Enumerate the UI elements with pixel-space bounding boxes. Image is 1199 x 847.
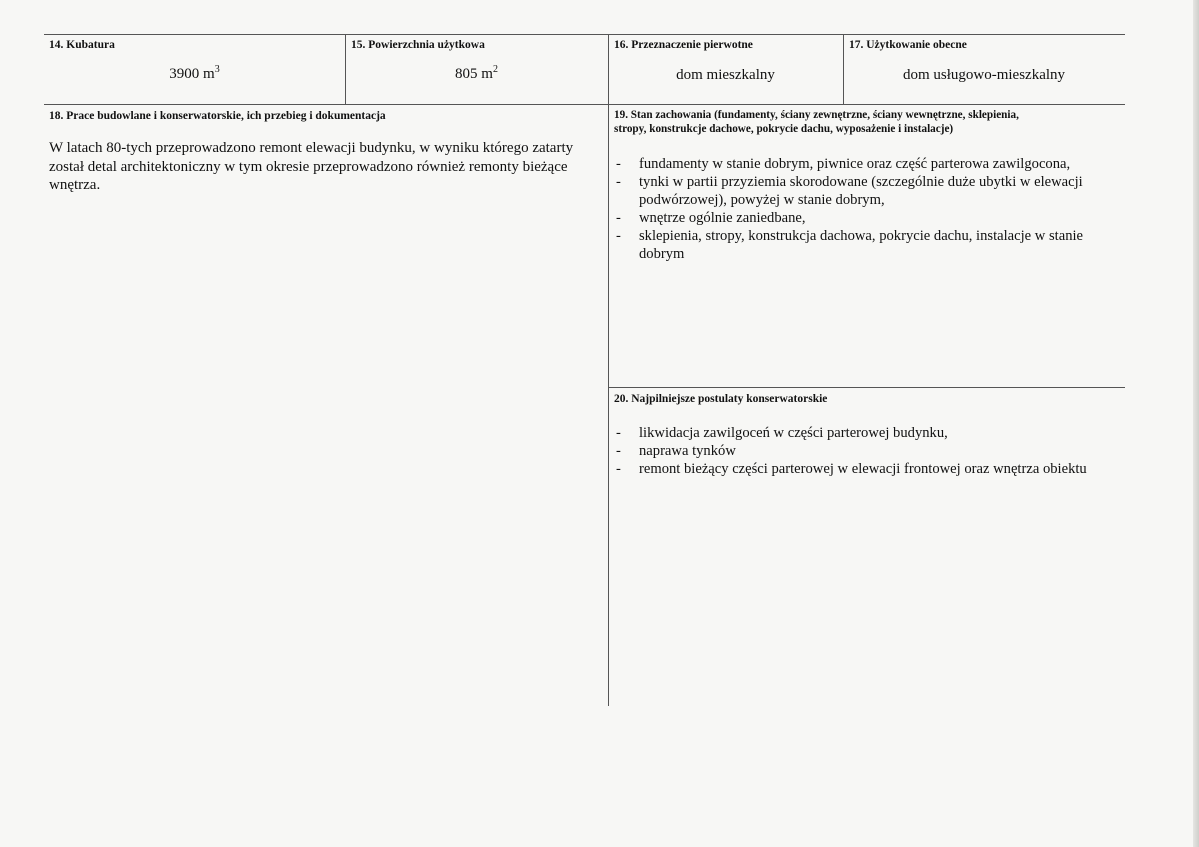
list-item: - naprawa tynków [614, 442, 1119, 460]
field-20-list [614, 424, 1119, 478]
list-item: - fundamenty w stanie dobrym, piwnice oraz część parterowa zawilgocona, [614, 155, 1114, 173]
field-19-list [614, 155, 1114, 263]
field-15-value [345, 66, 608, 83]
field-14-number: 3900 m [169, 66, 215, 82]
top-border [44, 34, 1125, 35]
list-item: - tynki w partii przyziemia skorodowane (szczególnie duże ubytki w elewacji podwórzowej), powyżej w stanie dobrym, [614, 173, 1114, 209]
list-item: - remont bieżący części parterowej w elewacji frontowej oraz wnętrza obiektu [614, 460, 1119, 478]
field-18-text: W latach 80-tych przeprowadzono remont elewacji budynku, w wyniku którego zatarty został detal architektoniczny w tym okresie przeprowadzono również remonty bieżące wnętrza. [49, 140, 574, 193]
field20-top-border [608, 387, 1125, 388]
field-19-label-line1: 19. Stan zachowania (fundamenty, ściany zewnętrzne, ściany wewnętrzne, sklepienia, [614, 109, 1019, 121]
row1-bottom-border [44, 104, 1125, 105]
page-edge [1193, 0, 1199, 847]
field-18-label: 18. Prace budowlane i konserwatorskie, ich przebieg i dokumentacja [49, 110, 386, 122]
field-20-label: 20. Najpilniejsze postulaty konserwatorskie [614, 393, 828, 405]
field-14-value [44, 66, 345, 83]
list-item: - sklepienia, stropy, konstrukcja dachowa, pokrycie dachu, instalacje w stanie dobrym [614, 227, 1114, 263]
field-15-number: 805 m [455, 66, 493, 82]
field-15-label: 15. Powierzchnia użytkowa [351, 39, 485, 51]
field-17-value: dom usługowo-mieszkalny [902, 67, 1066, 83]
field-19-label-line2: stropy, konstrukcje dachowe, pokrycie dachu, wyposażenie i instalacje) [614, 123, 954, 135]
field-16-value: dom mieszkalny [676, 67, 775, 83]
field-14-exponent: 3 [214, 64, 220, 75]
list-item: - likwidacja zawilgoceń w części parterowej budynku, [614, 424, 1119, 442]
field-16-label: 16. Przeznaczenie pierwotne [614, 39, 753, 51]
main-divider [608, 34, 609, 706]
list-item: - wnętrze ogólnie zaniedbane, [614, 209, 1114, 227]
field-15-exponent: 2 [492, 64, 498, 75]
field-14-label: 14. Kubatura [49, 39, 115, 51]
field-17-label: 17. Użytkowanie obecne [849, 39, 967, 51]
